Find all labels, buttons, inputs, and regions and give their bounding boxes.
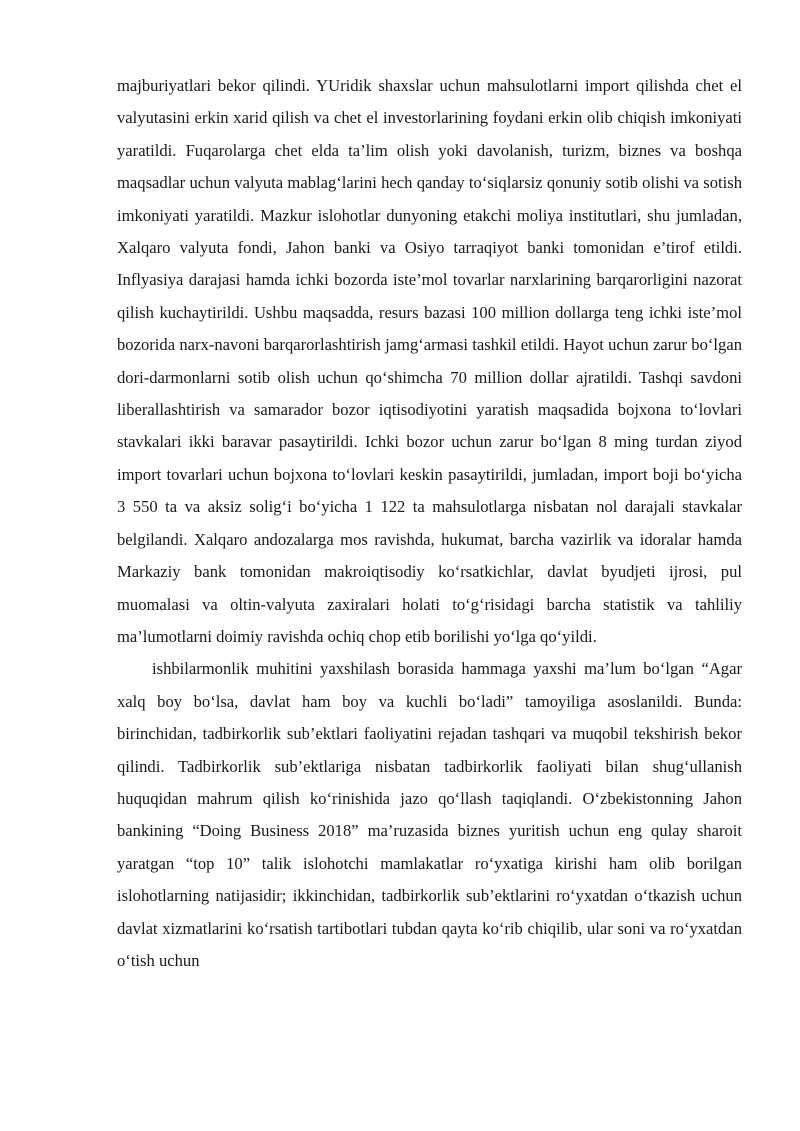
paragraph: majburiyatlari bekor qilindi. YUridik shaxslar uchun mahsulotlarni import qilishda chet el valyutasini erkin xarid qilish va chet el investorlarining foydani erkin olib chiqish imkoniyati yaratildi. Fuqarolarga chet elda ta’lim olish yoki davolanish, turizm, biznes va boshqa maqsadlar uchun valyuta mablag‘larini hech qanday to‘siqlarsiz qonuniy sotib olishi va sotish imkoniyati yaratildi. Mazkur islohotlar dunyoning etakchi moliya institutlari, shu jumladan, Xalqaro valyuta fondi, Jahon banki va Osiyo tarraqiyot banki tomonidan e’tirof etildi. Inflyasiya darajasi hamda ichki bozorda iste’mol tovarlar narxlarining barqarorligini nazorat qilish kuchaytirildi. Ushbu maqsadda, resurs bazasi 100 million dollarga teng ichki iste’mol bozorida narx-navoni barqarorlashtirish jamg‘armasi tashkil etildi. Hayot uchun zarur bo‘lgan dori-darmonlarni sotib olish uchun qo‘shimcha 70 million dollar ajratildi. Tashqi savdoni liberallashtirish va samarador bozor iqtisodiyotini yaratish maqsadida bojxona to‘lovlari stavkalari ikki baravar pasaytirildi. Ichki bozor uchun zarur bo‘lgan 8 ming turdan ziyod import tovarlari uchun bojxona to‘lovlari keskin pasaytirildi, jumladan, import boji bo‘yicha 3 550 ta va aksiz solig‘i bo‘yicha 1 122 ta mahsulotlarga nisbatan nol darajali stavkalar belgilandi. Xalqaro andozalarga mos ravishda, hukumat, barcha vazirlik va idoralar hamda Markaziy bank tomonidan makroiqtisodiy ko‘rsatkichlar, davlat byudjeti ijrosi, pul muomalasi va oltin-valyuta zaxiralari holati to‘g‘risidagi barcha statistik va tahliliy ma’lumotlarni doimiy ravishda ochiq chop etib borilishi yo‘lga qo‘yildi. [117, 76, 742, 646]
document-page [117, 70, 742, 977]
paragraph: ishbilarmonlik muhitini yaxshilash borasida hammaga yaxshi ma’lum bo‘lgan “Agar xalq boy bo‘lsa, davlat ham boy va kuchli bo‘ladi” tamoyiliga asoslanildi. Bunda: birinchidan, tadbirkorlik sub’ektlari faoliyatini rejadan tashqari va muqobil tekshirish bekor qilindi. Tadbirkorlik sub’ektlariga nisbatan tadbirkorlik faoliyati bilan shug‘ullanish huquqidan mahrum qilish ko‘rinishida jazo qo‘llash taqiqlandi. O‘zbekistonning Jahon bankining “Doing Business 2018” ma’ruzasida biznes yuritish uchun eng qulay sharoit yaratgan “top 10” talik islohotchi mamlakatlar ro‘yxatiga kirishi ham olib borilgan islohotlarning natijasidir; ikkinchidan, tadbirkorlik sub’ektlarini ro‘yxatdan o‘tkazish uchun davlat xizmatlarini ko‘rsatish tartibotlari tubdan qayta ko‘rib chiqilib, ular soni va ro‘yxatdan o‘tish uchun [117, 659, 742, 970]
